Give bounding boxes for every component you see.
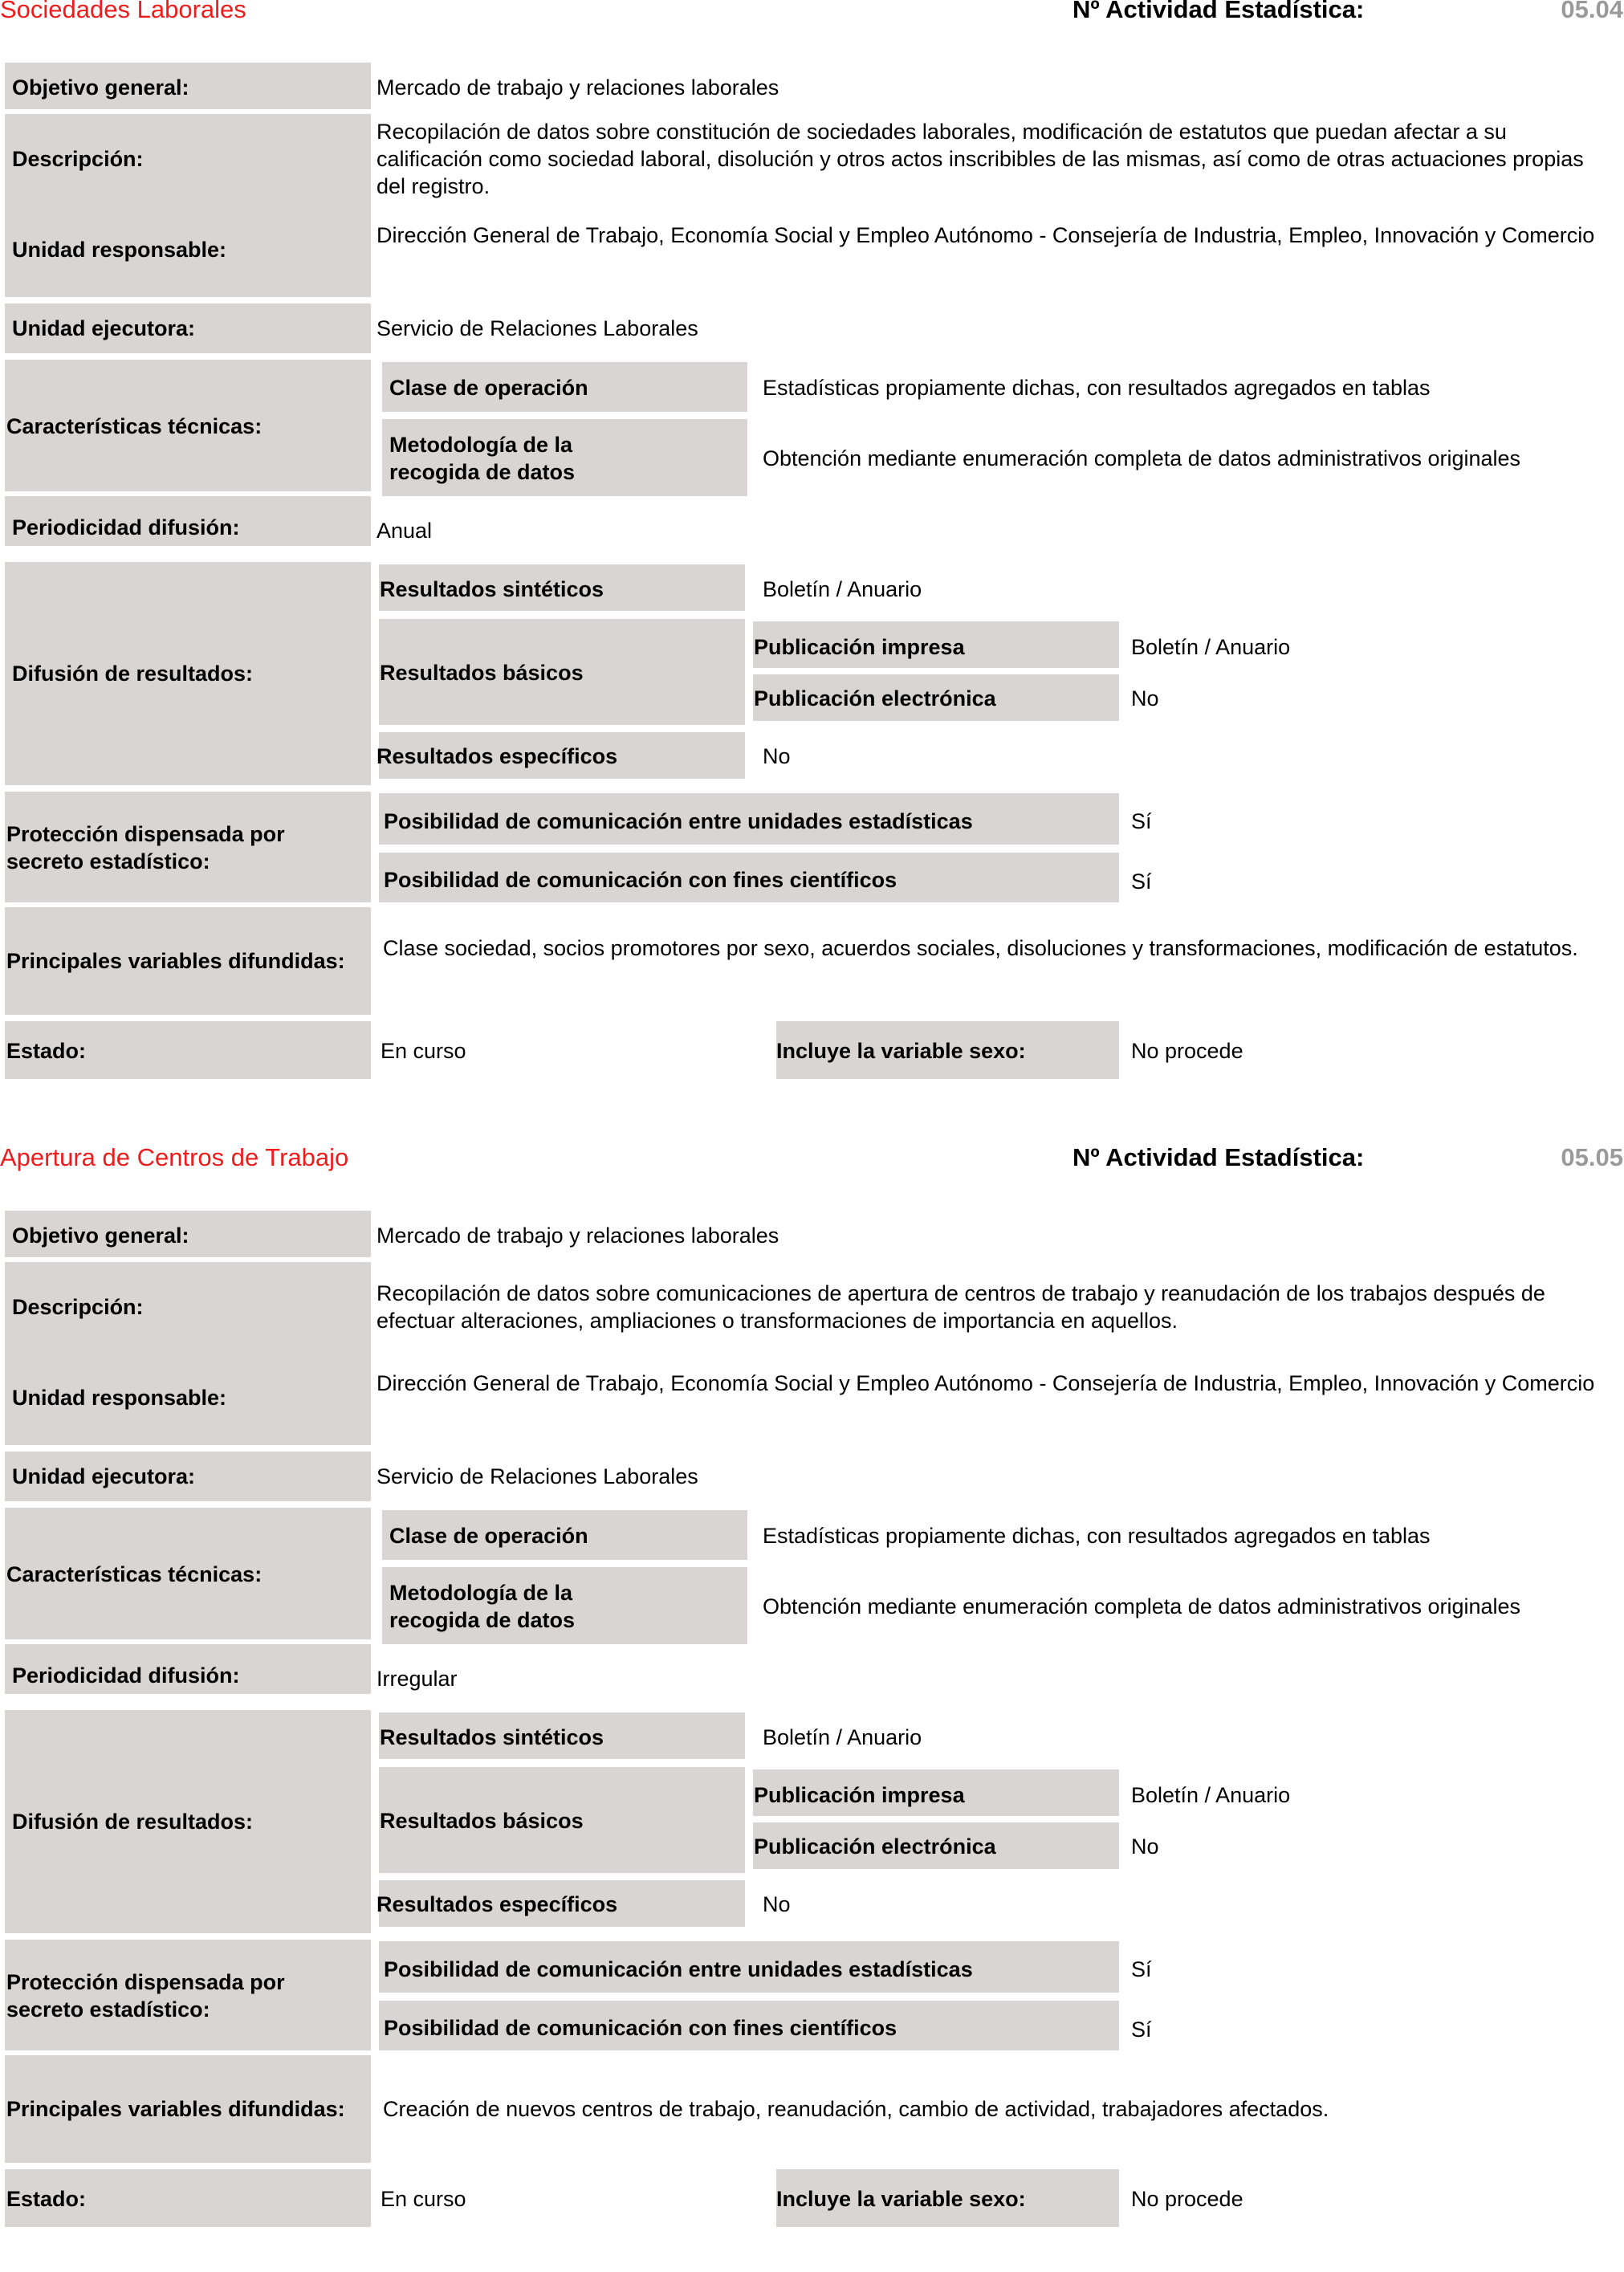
objetivo-value: Mercado de trabajo y relaciones laborales [376,1224,779,1248]
com-unidades-label: Posibilidad de comunicación entre unidades estadísticas [384,809,973,833]
descripcion-value: Recopilación de datos sobre comunicaciones de apertura de centros de trabajo y reanudación de los trabajos después de efectuar alteraciones, ampliaciones o transformaciones de importancia en aquellos. [376,1281,1545,1333]
pub-impresa-value: Boletín / Anuario [1131,635,1291,659]
activity-number: 05.05 [1561,1143,1623,1171]
com-unidades-value: Sí [1131,1957,1152,1981]
metodologia-label: Metodología de la recogida de datos [389,1581,576,1632]
com-cientificos-value: Sí [1131,2018,1152,2042]
incluye-sexo-value: No procede [1131,1039,1243,1063]
activity-title: Apertura de Centros de Trabajo [0,1143,349,1171]
statistical-activity-sheet [0,1143,1624,2272]
especificos-label: Resultados específicos [376,1892,618,1916]
periodicidad-value: Irregular [376,1667,458,1691]
sinteticos-value: Boletín / Anuario [763,577,922,601]
com-cientificos-label: Posibilidad de comunicación con fines científicos [384,2016,897,2040]
unidad-responsable-label: Unidad responsable: [12,1386,227,1410]
unidad-ejecutora-label: Unidad ejecutora: [12,1464,196,1488]
clase-operacion-value: Estadísticas propiamente dichas, con resultados agregados en tablas [763,376,1431,400]
activity-number-label: Nº Actividad Estadística: [1072,0,1365,23]
pub-electronica-value: No [1131,686,1159,711]
descripcion-value: Recopilación de datos sobre constitución de sociedades laborales, modificación de estatutos que puedan afectar a su calificación como sociedad laboral, disolución y otros actos inscribibles de las mismas, así como de otras actuaciones propias del registro. [376,120,1584,198]
pub-impresa-label: Publicación impresa [754,1783,965,1807]
principales-label: Principales variables difundidas: [6,2097,345,2121]
sinteticos-label: Resultados sintéticos [380,1725,604,1749]
descripcion-label: Descripción: [12,1295,144,1319]
incluye-sexo-label: Incluye la variable sexo: [776,1039,1026,1063]
periodicidad-value: Anual [376,519,433,543]
especificos-value: No [763,1892,791,1916]
principales-value: Clase sociedad, socios promotores por sexo, acuerdos sociales, disoluciones y transformaciones, modificación de estatutos. [383,936,1578,960]
metodologia-value: Obtención mediante enumeración completa de datos administrativos originales [763,446,1521,470]
sinteticos-value: Boletín / Anuario [763,1725,922,1749]
unidad-ejecutora-value: Servicio de Relaciones Laborales [376,316,698,340]
pub-electronica-label: Publicación electrónica [754,686,996,711]
clase-operacion-label: Clase de operación [389,1524,588,1548]
caracteristicas-label: Características técnicas: [6,414,263,438]
clase-operacion-value: Estadísticas propiamente dichas, con resultados agregados en tablas [763,1524,1431,1548]
caracteristicas-label: Características técnicas: [6,1562,263,1586]
periodicidad-label: Periodicidad difusión: [12,515,240,539]
incluye-sexo-label: Incluye la variable sexo: [776,2187,1026,2211]
proteccion-label: Protección dispensada por secreto estadístico: [6,1970,285,2022]
objetivo-label: Objetivo general: [12,75,189,100]
com-unidades-value: Sí [1131,809,1152,833]
objetivo-value: Mercado de trabajo y relaciones laborales [376,75,779,100]
metodologia-value: Obtención mediante enumeración completa de datos administrativos originales [763,1594,1521,1618]
principales-value: Creación de nuevos centros de trabajo, reanudación, cambio de actividad, trabajadores afectados. [383,2097,1329,2121]
difusion-label: Difusión de resultados: [12,662,254,686]
estado-label: Estado: [6,2187,87,2211]
activity-title: Sociedades Laborales [0,0,246,23]
estado-label: Estado: [6,1039,87,1063]
label-cell [5,114,371,297]
especificos-value: No [763,744,791,768]
especificos-label: Resultados específicos [376,744,618,768]
estado-value: En curso [381,1039,466,1063]
objetivo-label: Objetivo general: [12,1224,189,1248]
com-unidades-label: Posibilidad de comunicación entre unidades estadísticas [384,1957,973,1981]
statistical-activity-sheet [0,0,1624,1124]
clase-operacion-label: Clase de operación [389,376,588,400]
difusion-label: Difusión de resultados: [12,1810,254,1834]
unidad-responsable-value: Dirección General de Trabajo, Economía Social y Empleo Autónomo - Consejería de Industria, Empleo, Innovación y Comercio [376,1371,1595,1395]
pub-impresa-label: Publicación impresa [754,635,965,659]
basicos-label: Resultados básicos [380,1809,584,1833]
unidad-responsable-label: Unidad responsable: [12,238,227,262]
com-cientificos-value: Sí [1131,869,1152,894]
com-cientificos-label: Posibilidad de comunicación con fines científicos [384,868,897,892]
activity-number-label: Nº Actividad Estadística: [1072,1143,1365,1171]
pub-electronica-value: No [1131,1834,1159,1859]
proteccion-label: Protección dispensada por secreto estadístico: [6,822,285,873]
unidad-responsable-value: Dirección General de Trabajo, Economía Social y Empleo Autónomo - Consejería de Industria, Empleo, Innovación y Comercio [376,223,1595,247]
periodicidad-label: Periodicidad difusión: [12,1663,240,1688]
basicos-label: Resultados básicos [380,661,584,685]
label-cell [5,1262,371,1445]
estado-value: En curso [381,2187,466,2211]
pub-electronica-label: Publicación electrónica [754,1834,996,1859]
incluye-sexo-value: No procede [1131,2187,1243,2211]
pub-impresa-value: Boletín / Anuario [1131,1783,1291,1807]
principales-label: Principales variables difundidas: [6,949,345,973]
metodologia-label: Metodología de la recogida de datos [389,433,576,484]
sinteticos-label: Resultados sintéticos [380,577,604,601]
activity-number: 05.04 [1561,0,1623,23]
descripcion-label: Descripción: [12,147,144,171]
unidad-ejecutora-label: Unidad ejecutora: [12,316,196,340]
unidad-ejecutora-value: Servicio de Relaciones Laborales [376,1464,698,1488]
